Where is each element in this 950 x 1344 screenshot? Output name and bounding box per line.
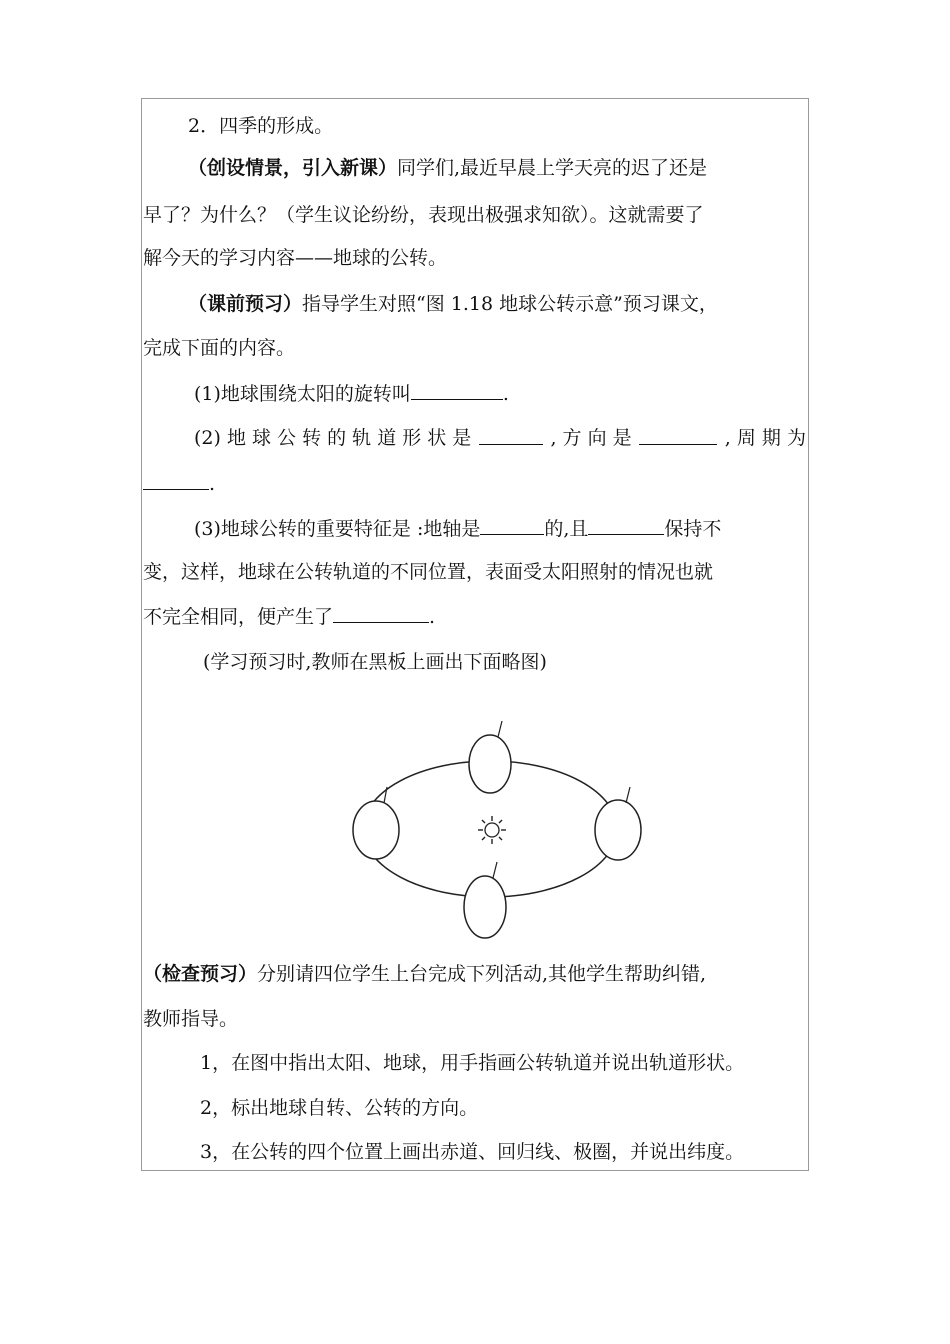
question-3-line-3-text: 不完全相同，便产生了 bbox=[143, 606, 334, 628]
activity-2: 2，标出地球自转、公转的方向。 bbox=[200, 1097, 479, 1119]
question-2-part-1: (2) 地 球 公 转 的 轨 道 形 状 是 bbox=[194, 427, 472, 449]
teacher-note: (学习预习时,教师在黑板上画出下面略图) bbox=[203, 651, 547, 673]
preview-text-1: 指导学生对照“图 1.18 地球公转示意”预习课文， bbox=[302, 293, 718, 315]
question-3-line-3 bbox=[143, 604, 435, 629]
earth-left bbox=[353, 787, 399, 859]
preview-text-2: 完成下面的内容。 bbox=[143, 337, 296, 359]
section-title: 2．四季的形成。 bbox=[188, 115, 334, 137]
earth-top bbox=[469, 721, 511, 793]
question-3-part-2: 的,且 bbox=[544, 518, 589, 540]
question-2-part-3: , 周 期 为 bbox=[724, 427, 806, 449]
question-1 bbox=[194, 381, 509, 406]
earth-right bbox=[595, 787, 641, 860]
question-3 bbox=[194, 516, 721, 541]
answer-blank bbox=[588, 516, 664, 535]
question-3-part-1: (3)地球公转的重要特征是 :地轴是 bbox=[194, 518, 481, 540]
check-tag: （检查预习） bbox=[143, 963, 258, 985]
answer-blank bbox=[333, 604, 429, 623]
preview-tag: （课前预习） bbox=[188, 293, 303, 315]
question-2-part-2: , 方 向 是 bbox=[550, 427, 632, 449]
preview-line-1 bbox=[188, 292, 718, 316]
activity-3: 3，在公转的四个位置上画出赤道、回归线、极圈，并说出纬度。 bbox=[200, 1141, 745, 1163]
question-3-part-3: 保持不 bbox=[664, 518, 722, 540]
intro-text-1: 同学们,最近早晨上学天亮的迟了还是 bbox=[397, 157, 708, 179]
question-3-line-2: 变，这样，地球在公转轨道的不同位置，表面受太阳照射的情况也就 bbox=[143, 561, 714, 583]
answer-blank bbox=[479, 426, 543, 445]
question-2-line-2 bbox=[143, 471, 215, 496]
answer-blank bbox=[639, 426, 717, 445]
intro-line-1 bbox=[188, 156, 707, 180]
answer-blank bbox=[480, 516, 544, 535]
sun-icon bbox=[478, 816, 506, 844]
question-1-text: (1)地球围绕太阳的旋转叫 bbox=[194, 383, 411, 405]
check-text-2: 教师指导。 bbox=[143, 1008, 239, 1030]
intro-text-3: 解今天的学习内容——地球的公转。 bbox=[143, 247, 448, 269]
earth-orbit-diagram bbox=[340, 712, 660, 944]
answer-blank bbox=[411, 381, 503, 400]
question-1-end: . bbox=[502, 383, 509, 405]
activity-1: 1，在图中指出太阳、地球，用手指画公转轨道并说出轨道形状。 bbox=[200, 1052, 745, 1074]
check-line-1 bbox=[143, 962, 706, 986]
intro-text-2: 早了？为什么？（学生议论纷纷，表现出极强求知欲）。这就需要了 bbox=[143, 204, 704, 226]
intro-tag: （创设情景，引入新课） bbox=[188, 157, 398, 179]
earth-bottom bbox=[464, 862, 506, 938]
question-2-end: . bbox=[209, 473, 216, 495]
answer-blank bbox=[143, 471, 209, 490]
question-3-end: . bbox=[429, 606, 436, 628]
check-text-1: 分别请四位学生上台完成下列活动,其他学生帮助纠错, bbox=[257, 963, 707, 985]
question-2 bbox=[194, 426, 806, 450]
